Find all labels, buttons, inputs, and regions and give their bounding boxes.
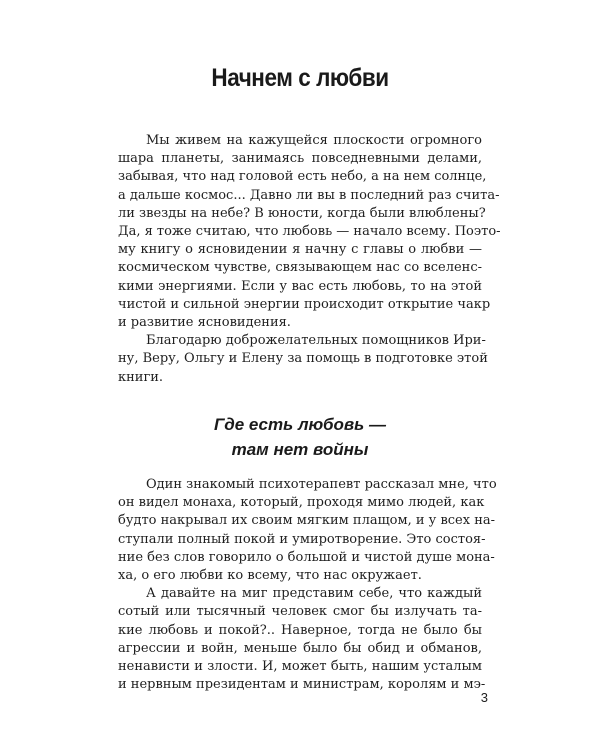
text-line: ли звезды на небе? В юности, когда были влюблены? <box>118 205 486 221</box>
text-line: Мы живем на кажущейся плоскости огромного <box>146 133 482 148</box>
text-line: агрессии и войн, меньше было бы обид и обманов, <box>118 640 482 656</box>
text-line: кие любовь и покой?.. Наверное, тогда не было бы <box>118 622 482 638</box>
text-line: будто накрывал их своим мягким плащом, и у всех на- <box>118 513 496 529</box>
section-title-line-1: Где есть любовь — <box>214 415 386 434</box>
text-line: космическом чувстве, связывающем нас со вселенс- <box>118 260 482 276</box>
text-line: кими энергиями. Если у вас есть любовь, то на этой <box>118 278 482 294</box>
text-line: му книгу о ясновидении я начну с главы о любви — <box>118 242 482 258</box>
text-line: забывая, что над головой есть небо, а на нем солнце, <box>118 169 487 185</box>
text-line: ступали полный покой и умиротворение. Это состоя- <box>118 531 486 547</box>
text-line: ненависти и злости. И, может быть, нашим усталым <box>118 659 482 675</box>
text-line: А давайте на миг представим себе, что каждый <box>146 586 482 602</box>
text-line: он видел монаха, который, проходя мимо людей, как <box>118 495 485 511</box>
page-number: 3 <box>480 690 488 705</box>
text-line: Один знакомый психотерапевт рассказал мне, что <box>146 477 497 492</box>
section-title-line-2: там нет войны <box>231 440 369 459</box>
section-paragraph-2 <box>118 585 486 694</box>
text-line: шара планеты, занимаясь повседневными делами, <box>118 151 482 167</box>
text-line: Да, я тоже считаю, что любовь — начало всему. Поэто- <box>118 224 501 240</box>
chapter-title: Начнем с любви <box>211 64 389 92</box>
text-line: и нервным президентам и министрам, королям и мэ- <box>118 677 486 693</box>
section-paragraph-1 <box>118 476 497 585</box>
text-line: ну, Веру, Ольгу и Елену за помощь в подготовке этой <box>118 351 488 367</box>
text-line: книги. <box>118 369 164 385</box>
section-text <box>118 476 497 694</box>
text-line: и развитие ясновидения. <box>118 315 291 331</box>
text-line: а дальше космос... Давно ли вы в последний раз счита- <box>118 187 500 203</box>
section-title <box>0 412 600 462</box>
text-line: сотый или тысячный человек смог бы излучать та- <box>118 604 482 620</box>
text-line: ние без слов говорило о большой и чистой душе мона- <box>118 549 495 565</box>
intro-paragraph-1 <box>118 132 501 332</box>
text-line: Благодарю доброжелательных помощников Ири- <box>146 333 486 349</box>
intro-text <box>118 132 501 387</box>
text-line: ха, о его любви ко всему, что нас окружает. <box>118 568 422 584</box>
intro-paragraph-2 <box>118 332 488 387</box>
text-line: чистой и сильной энергии происходит открытие чакр <box>118 296 491 312</box>
